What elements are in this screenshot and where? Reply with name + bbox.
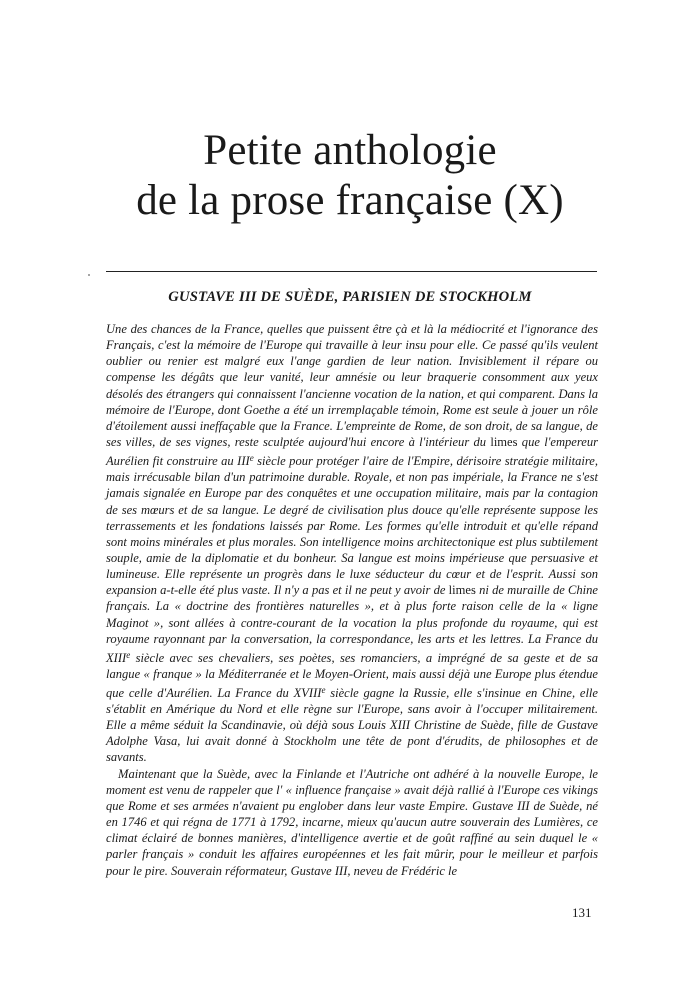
paragraph-1 xyxy=(106,321,598,766)
title-line-2: de la prose française (X) xyxy=(136,177,564,224)
paragraph-1-segment: siècle avec ses chevaliers, ses poètes, ses romanciers, a imprégné de sa geste et de sa langue « franque » la Méditerranée et le Moyen-Orient, mais aussi déjà une Europe plus étendue que celle d'Aurélien. La France du XVIII xyxy=(106,650,598,700)
title-line-1: Petite anthologie xyxy=(203,127,497,174)
title-divider xyxy=(106,271,597,272)
paragraph-1-segment: Une des chances de la France, quelles que puissent être çà et là la médiocrité et l'ignorance des Français, c'est la mémoire de l'Europe qui travaille à leur insu pour elle. Ce passé qu'ils veulent oublier ou renier est malgré eux l'ange gardien de leur nation. Invisiblement il répare ou compense les dégâts que leur vanité, leur amnésie ou leur braquerie consomment aux yeux désolés des étrangers qui connaissent l'ancienne vocation de la nation, et qui comparent. Dans la mémoire de l'Europe, dont Goethe a été un irremplaçable témoin, Rome est seule à jouer un rôle d'étoilement aussi ineffaçable que la France. L'empreinte de Rome, de son droit, de sa langue, de ses villes, de ses vignes, reste sculptée aujourd'hui encore à l'intérieur du xyxy=(106,322,598,450)
page-title xyxy=(0,126,700,226)
paragraph-2: Maintenant que la Suède, avec la Finlande et l'Autriche ont adhéré à la nouvelle Europe, le moment est venu de rappeler que l' « influence française » avait déjà rallié à l'Europe ces vikings que Rome et ses armées n'avaient pu englober dans leur vaste Empire. Gustave III de Suède, né en 1746 et qui régna de 1771 à 1792, incarne, mieux qu'aucun autre souverain des Lumières, ce climat éclairé de bonnes manières, d'intelligence avertie et de goût raffiné au sein duquel le « parler français » conduit les affaires européennes et les fait mûrir, pour le meilleur et parfois pour le pire. Souverain réformateur, Gustave III, neveu de Frédéric le xyxy=(106,766,598,878)
article-subtitle: GUSTAVE III DE SUÈDE, PARISIEN DE STOCKHOLM xyxy=(168,289,532,305)
margin-speck xyxy=(88,274,90,276)
superscript: e xyxy=(321,685,326,695)
article-body xyxy=(106,321,598,879)
paragraph-1-segment: ni de muraille de Chine français. La « doctrine des frontières naturelles », et à plus forte raison celle de la « ligne Maginot », sont allées à contre-courant de la vocation la plus profonde du royaume, qui est royaume rayonnant par la conversation, la correspondance, les arts et les lettres. La France du XIII xyxy=(106,583,598,665)
page-number: 131 xyxy=(572,905,592,920)
paragraph-1-segment: siècle pour protéger l'aire de l'Empire, dérisoire stratégie militaire, mais irrécusable bilan d'un patrimoine durable. Royale, et non pas impériale, la France ne s'est jamais signalée en Europe par des conquêtes et une occupation militaire, mais par la contagion de ses mœurs et de sa langue. Le degré de civilisation plus douce qu'elle représente suppose les terrassements et les fondations laissés par Rome. Les formes qu'elle introduit et qu'elle répand sont moins minérales et plus morales. Son intelligence moins architectonique est plus subtilement souple, amie de la diplomatie et du bonheur. Sa langue est moins impérieuse que persuasive et lumineuse. Elle représente un progrès dans le luxe séducteur du cœur et de l'esprit. Aussi son expansion a-t-elle été plus vaste. Il n'y a pas et il ne peut y avoir de xyxy=(106,454,598,598)
latin-term: limes xyxy=(448,583,476,598)
latin-term: limes xyxy=(490,435,518,450)
paragraph-1-segment: siècle gagne la Russie, elle s'insinue en Chine, elle s'établit en Amérique du Nord et elle règne sur l'Europe, sans avoir à l'occuper militairement. Elle a même séduit la Scandinavie, où déjà sous Louis XIII Christine de Suède, fille de Gustave Adolphe Vasa, lui avait donné à Stockholm une tête de pont d'érudits, de philosophes et de savants. xyxy=(106,685,598,765)
superscript: e xyxy=(126,649,131,660)
superscript: e xyxy=(249,453,254,464)
paragraph-1-segment: que l'empereur Aurélien fit construire au III xyxy=(106,435,598,469)
